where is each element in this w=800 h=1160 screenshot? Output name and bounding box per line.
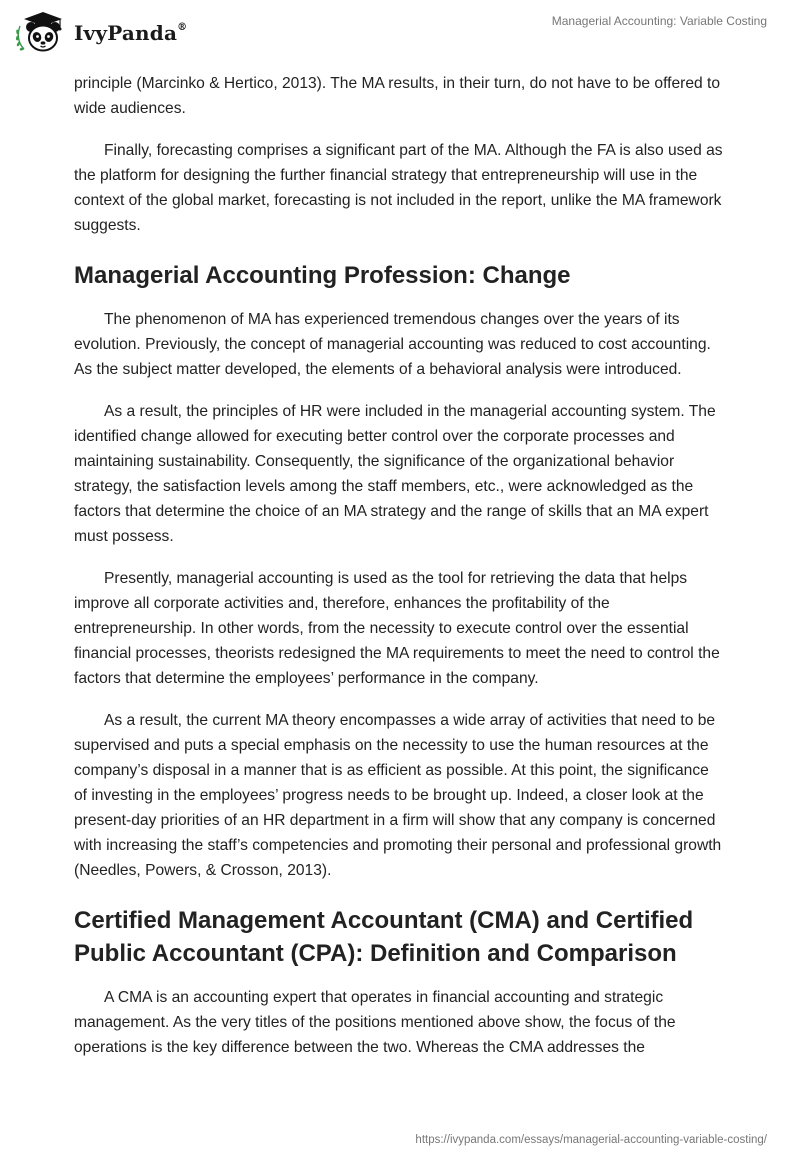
- paragraph: A CMA is an accounting expert that operates in financial accounting and strategic management. As the very titles of the positions mentioned above show, the focus of the operations is the key difference between the two. Whereas the CMA addresses the: [74, 989, 676, 1056]
- paragraph: principle (Marcinko & Hertico, 2013). The MA results, in their turn, do not have to be offered to wide audiences.: [74, 75, 721, 117]
- source-url[interactable]: https://ivypanda.com/essays/managerial-accounting-variable-costing/: [415, 1134, 767, 1146]
- page-header: [0, 0, 800, 60]
- running-title: Managerial Accounting: Variable Costing: [551, 14, 767, 28]
- logo-text: IvyPanda: [74, 21, 178, 45]
- paragraph: Presently, managerial accounting is used as the tool for retrieving the data that helps improve all corporate activities and, therefore, enhances the profitability of the entrepreneurship. In other words, from the necessity to execute control over the essential financial processes, theorists redesigned the MA requirements to meet the need to control the factors that determine the employees’ performance in the company.: [74, 570, 720, 687]
- logo-wordmark: [74, 21, 187, 45]
- paragraph: As a result, the principles of HR were included in the managerial accounting system. The identified change allowed for executing better control over the corporate processes and maintaining sustainability. Consequently, the significance of the organizational behavior strategy, the satisfaction levels among the staff members, etc., were acknowledged as the factors that determine the choice of an MA strategy and the range of skills that an MA expert must possess.: [74, 403, 716, 545]
- ivypanda-logo[interactable]: [14, 8, 187, 58]
- paragraph: Finally, forecasting comprises a significant part of the MA. Although the FA is also used as the platform for designing the further financial strategy that entrepreneurship will use in the context of the global market, forecasting is not included in the report, unlike the MA framework suggests.: [74, 142, 723, 234]
- panda-graduate-icon: [14, 8, 72, 58]
- paragraph: As a result, the current MA theory encompasses a wide array of activities that need to be supervised and puts a special emphasis on the necessity to use the human resources at the company’s disposal in a manner that is as efficient as possible. At this point, the significance of investing in the employees’ progress needs to be brought up. Indeed, a closer look at the present-day priorities of an HR department in a firm will show that any company is concerned with increasing the staff’s competencies and promoting their personal and professional growth (Needles, Powers, & Crosson, 2013).: [74, 712, 722, 879]
- paragraph: The phenomenon of MA has experienced tremendous changes over the years of its evolution. Previously, the concept of managerial accounting was reduced to cost accounting. As the subject matter developed, the elements of a behavioral analysis were introduced.: [74, 311, 711, 378]
- section-heading: Managerial Accounting Profession: Change: [74, 262, 571, 289]
- section-heading: Certified Management Accountant (CMA) and Certified Public Accountant (CPA): Definition and Comparison: [74, 907, 694, 967]
- essay-body: [74, 71, 724, 1077]
- registered-mark: ®: [177, 22, 188, 34]
